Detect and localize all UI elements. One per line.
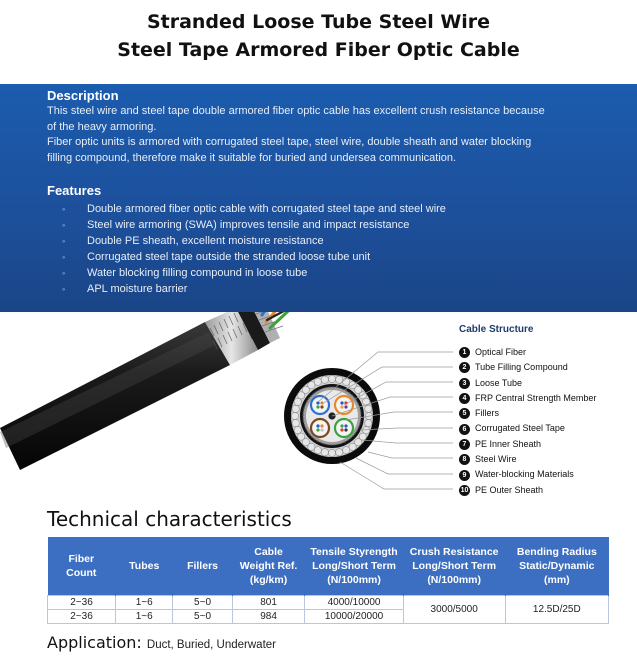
cell-bending: 12.5D/25D xyxy=(505,596,608,624)
structure-item xyxy=(459,421,596,436)
header-text: Crush Resistance xyxy=(409,546,499,558)
structure-number: 8 xyxy=(459,454,470,465)
application-line xyxy=(47,633,276,652)
cell-tubes: 1~6 xyxy=(116,610,173,624)
col-fiber-count xyxy=(48,537,116,596)
cable-side-view xyxy=(0,312,324,470)
structure-number: 7 xyxy=(459,439,470,450)
description-line: Fiber optic units is armored with corrugated steel tape, steel wire, double sheath and water blocking xyxy=(47,136,532,148)
feature-item: ◦ Double armored fiber optic cable with corrugated steel tape and steel wire xyxy=(62,201,446,217)
application-label: Application: xyxy=(47,633,142,652)
description-line: filling compound, therefore make it suitable for buried and undersea communication. xyxy=(47,151,457,164)
header-text: Long/Short Term xyxy=(312,560,396,572)
structure-label: PE Outer Sheath xyxy=(475,484,544,495)
header-text: Cable xyxy=(254,546,283,558)
col-fillers: Fillers xyxy=(173,537,232,596)
feature-item: ◦ Steel wire armoring (SWA) improves tensile and impact resistance xyxy=(62,217,446,233)
structure-item xyxy=(459,483,596,498)
feature-item: ◦ APL moisture barrier xyxy=(62,281,446,297)
structure-label: Loose Tube xyxy=(475,377,523,388)
header-text: Static/Dynamic xyxy=(519,560,595,572)
structure-label: PE Inner Sheath xyxy=(475,438,542,449)
structure-label: Optical Fiber xyxy=(475,347,527,357)
structure-number: 5 xyxy=(459,408,470,419)
header-text: (N/100mm) xyxy=(427,574,481,586)
structure-item xyxy=(459,452,596,467)
structure-label: Water-blocking Materials xyxy=(475,469,574,480)
structure-number: 10 xyxy=(460,486,469,494)
description-heading: Description xyxy=(47,88,119,103)
cell-cable-weight: 801 xyxy=(232,596,305,610)
table-row xyxy=(48,596,609,610)
spec-header-row xyxy=(48,537,609,596)
cell-fiber-count: 2~36 xyxy=(48,596,116,610)
cell-fillers: 5~0 xyxy=(173,610,232,624)
technical-heading: Technical characteristics xyxy=(47,507,292,531)
title-line-1: Stranded Loose Tube Steel Wire xyxy=(146,11,491,33)
structure-item xyxy=(459,391,596,406)
header-text: (kg/km) xyxy=(249,574,288,586)
structure-number: 9 xyxy=(459,470,470,481)
col-tubes: Tubes xyxy=(116,537,173,596)
spec-table xyxy=(47,537,609,624)
col-crush xyxy=(403,537,505,596)
structure-number: 2 xyxy=(459,362,470,373)
page-title xyxy=(0,8,637,64)
cell-fillers: 5~0 xyxy=(173,596,232,610)
structure-item xyxy=(459,376,596,391)
header-text: Bending Radius xyxy=(516,546,597,558)
header-text: (N/100mm) xyxy=(327,574,381,586)
description-band xyxy=(0,84,637,312)
structure-number: 4 xyxy=(459,393,470,404)
structure-item xyxy=(459,345,596,360)
structure-item xyxy=(459,467,596,482)
feature-item: ◦ Water blocking filling compound in loose tube xyxy=(62,265,446,281)
structure-item xyxy=(459,406,596,421)
title-line-2: Steel Tape Armored Fiber Optic Cable xyxy=(117,39,520,61)
description-line: This steel wire and steel tape double armored fiber optic cable has excellent crush resistance because xyxy=(47,105,545,117)
col-tensile xyxy=(305,537,403,596)
header-text: (mm) xyxy=(543,574,570,586)
structure-number: 1 xyxy=(459,347,470,358)
col-cable-weight xyxy=(232,537,305,596)
structure-number: 6 xyxy=(459,424,470,435)
description-line: of the heavy armoring. xyxy=(47,120,157,133)
description-text xyxy=(47,104,607,166)
header-text: Count xyxy=(66,567,97,579)
cell-tensile: 4000/10000 xyxy=(305,596,403,610)
header-text: Tensile Styrength xyxy=(310,546,398,558)
features-heading: Features xyxy=(47,183,102,198)
application-value: Duct, Buried, Underwater xyxy=(146,639,277,651)
structure-item xyxy=(459,360,596,375)
header-text: Long/Short Term xyxy=(412,560,497,572)
structure-label: Corrugated Steel Tape xyxy=(475,423,565,434)
cell-cable-weight: 984 xyxy=(232,610,305,624)
feature-item: ◦ Double PE sheath, excellent moisture resistance xyxy=(62,233,446,249)
feature-item: ◦ Corrugated steel tape outside the stranded loose tube unit xyxy=(62,249,446,265)
col-bending xyxy=(505,537,608,596)
header-text: Fiber xyxy=(68,553,95,565)
cable-structure-heading: Cable Structure xyxy=(459,324,534,335)
cell-tensile: 10000/20000 xyxy=(305,610,403,624)
features-list xyxy=(62,201,446,297)
structure-number: 3 xyxy=(459,378,470,389)
structure-label: Tube Filling Compound xyxy=(475,362,568,373)
cell-tubes: 1~6 xyxy=(116,596,173,610)
structure-label: Fillers xyxy=(475,408,499,419)
header-text: Weight Ref. xyxy=(239,560,298,572)
structure-item xyxy=(459,437,596,452)
cell-fiber-count: 2~36 xyxy=(48,610,116,624)
cable-structure-list xyxy=(459,345,596,498)
structure-label: Steel Wire xyxy=(475,454,517,465)
structure-label: FRP Central Strength Member xyxy=(475,392,597,403)
cell-crush: 3000/5000 xyxy=(403,596,505,624)
